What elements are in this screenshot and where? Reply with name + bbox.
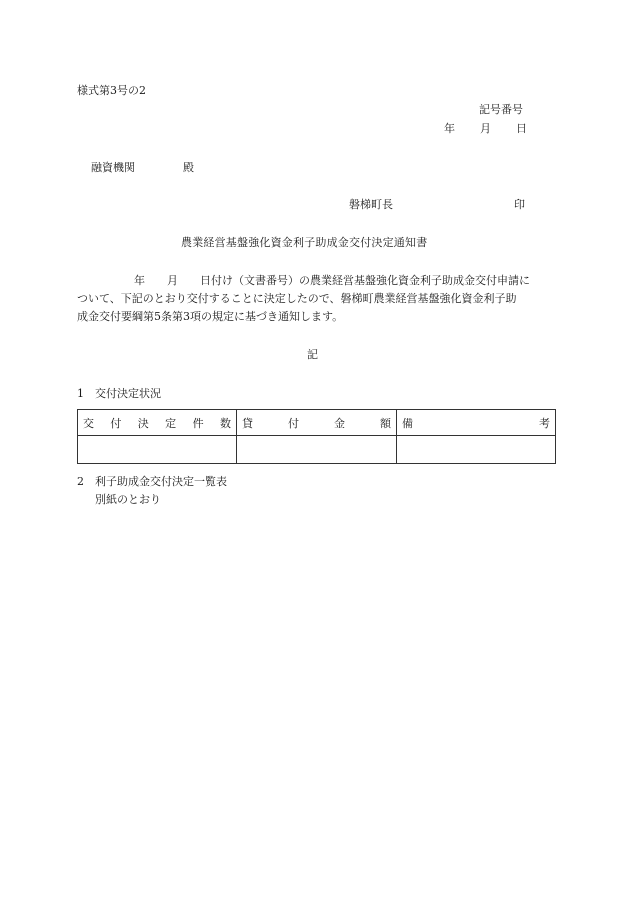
table-row [78, 436, 556, 464]
document-number-label: 記号番号 [479, 103, 523, 116]
header-0-char-3: 定 [165, 416, 177, 430]
header-0-char-1: 付 [110, 416, 122, 430]
cell-loan-amount[interactable] [237, 436, 397, 464]
addressee-name: 融資機関 [91, 161, 135, 174]
table-header-row [78, 410, 556, 436]
header-2-char-0: 備 [402, 416, 413, 430]
section-1-label: 交付決定状況 [95, 387, 161, 400]
seal-mark: 印 [514, 198, 525, 211]
header-decision-count [78, 410, 237, 436]
body-line-3: 成金交付要綱第5条第3項の規定に基づき通知します。 [77, 310, 344, 323]
section-2-number: 2 [77, 475, 84, 488]
addressee-honorific: 殿 [183, 161, 194, 174]
ki-heading: 記 [307, 348, 318, 361]
header-0-char-0: 交 [83, 416, 94, 430]
document-title: 農業経営基盤強化資金利子助成金交付決定通知書 [181, 236, 428, 249]
cell-decision-count[interactable] [78, 436, 237, 464]
section-2-label: 利子助成金交付決定一覧表 [95, 475, 227, 488]
header-2-char-1: 考 [539, 416, 550, 430]
sender-name: 磐梯町長 [349, 198, 393, 211]
body-line-1: 年 月 日付け（文書番号）の農業経営基盤強化資金利子助成金交付申請に [134, 274, 530, 287]
header-1-char-0: 貸 [242, 416, 253, 430]
header-0-char-5: 数 [219, 416, 231, 430]
form-number: 様式第3号の2 [77, 84, 146, 97]
header-0-char-4: 件 [192, 416, 204, 430]
header-1-char-2: 金 [334, 416, 345, 430]
date-day-label: 日 [516, 122, 527, 135]
section-1-heading [77, 387, 161, 400]
header-0-char-2: 決 [137, 416, 149, 430]
date-year-label: 年 [444, 122, 455, 135]
section-2-body: 別紙のとおり [95, 493, 161, 506]
header-loan-amount [237, 410, 397, 436]
header-remarks [397, 410, 556, 436]
body-line-2: ついて、下記のとおり交付することに決定したので、磐梯町農業経営基盤強化資金利子助 [77, 292, 517, 305]
date-month-label: 月 [480, 122, 491, 135]
section-2-heading [77, 475, 227, 488]
header-1-char-3: 額 [380, 416, 391, 430]
section-1-number: 1 [77, 387, 84, 400]
grant-decision-table [77, 409, 556, 464]
cell-remarks[interactable] [397, 436, 556, 464]
body-paragraph [77, 272, 553, 326]
header-1-char-1: 付 [288, 416, 299, 430]
